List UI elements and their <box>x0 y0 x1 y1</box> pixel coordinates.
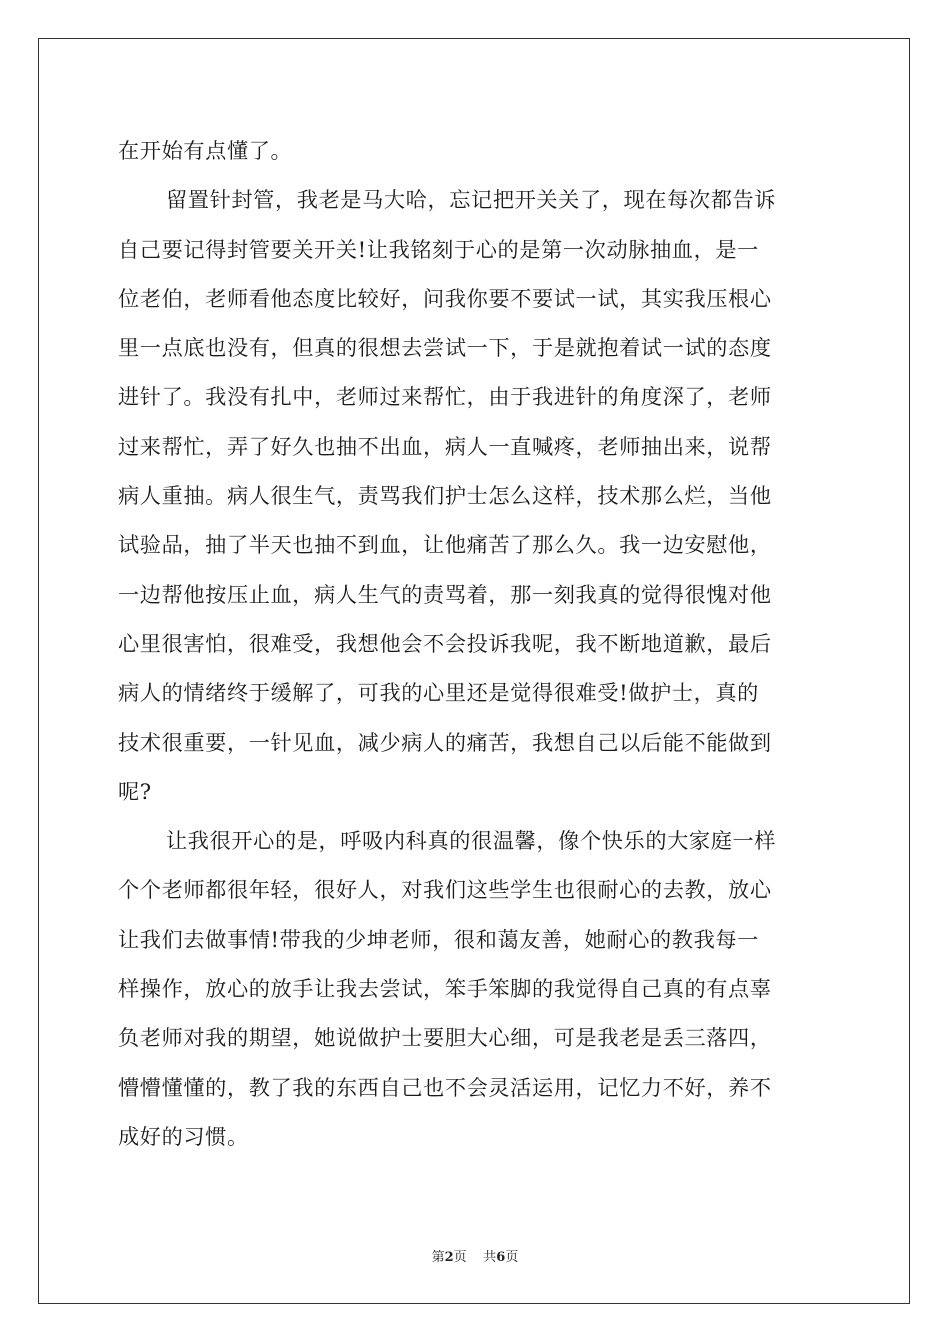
text-line: 心里很害怕，很难受，我想他会不会投诉我呢，我不断地道歉，最后 <box>118 630 772 656</box>
text-line: 试验品，抽了半天也抽不到血，让他痛苦了那么久。我一边安慰他， <box>118 532 772 558</box>
text-line: 过来帮忙，弄了好久也抽不出血，病人一直喊疼，老师抽出来，说帮 <box>118 433 772 459</box>
document-body <box>118 126 838 1161</box>
text-line: 技术很重要，一针见血，减少病人的痛苦，我想自己以后能不能做到 <box>118 729 772 755</box>
text-line: 样操作，放心的放手让我去尝试，笨手笨脚的我觉得自己真的有点辜 <box>118 976 772 1002</box>
page-number: 2 <box>444 1250 454 1265</box>
text-line: 里一点底也没有，但真的很想去尝试一下，于是就抱着试一试的态度 <box>118 335 772 361</box>
text-line: 呢? <box>118 778 152 804</box>
total-pages: 6 <box>496 1250 506 1265</box>
text-line: 病人的情绪终于缓解了，可我的心里还是觉得很难受!做护士，真的 <box>118 680 759 706</box>
paragraph-start-line: 留置针封管，我老是马大哈，忘记把开关关了，现在每次都告诉 <box>166 187 777 213</box>
text-line: 位老伯，老师看他态度比较好，问我你要不要试一试，其实我压根心 <box>118 285 772 311</box>
text-line: 负老师对我的期望，她说做护士要胆大心细，可是我老是丢三落四， <box>118 1025 772 1051</box>
page-suffix: 页 <box>453 1250 467 1265</box>
text-line: 成好的习惯。 <box>118 1123 249 1149</box>
text-line: 懵懵懂懂的，教了我的东西自己也不会灵活运用，记忆力不好，养不 <box>118 1074 772 1100</box>
total-suffix: 页 <box>505 1250 519 1265</box>
text-line: 病人重抽。病人很生气，责骂我们护士怎么这样，技术那么烂，当他 <box>118 483 772 509</box>
text-line: 进针了。我没有扎中，老师过来帮忙，由于我进针的角度深了，老师 <box>118 384 772 410</box>
page-footer <box>0 1246 950 1265</box>
total-prefix: 共 <box>483 1250 497 1265</box>
paragraph-start-line: 让我很开心的是，呼吸内科真的很温馨，像个快乐的大家庭一样 <box>166 828 777 854</box>
text-line: 在开始有点懂了。 <box>118 138 293 163</box>
text-line: 一边帮他按压止血，病人生气的责骂着，那一刻我真的觉得很愧对他 <box>118 581 772 607</box>
text-line: 自己要记得封管要关开关!让我铭刻于心的是第一次动脉抽血，是一 <box>118 236 759 262</box>
text-line: 让我们去做事情!带我的少坤老师，很和蔼友善，她耐心的教我每一 <box>118 926 759 952</box>
text-line: 个个老师都很年轻，很好人，对我们这些学生也很耐心的去教，放心 <box>118 877 772 903</box>
page-prefix: 第 <box>431 1250 445 1265</box>
